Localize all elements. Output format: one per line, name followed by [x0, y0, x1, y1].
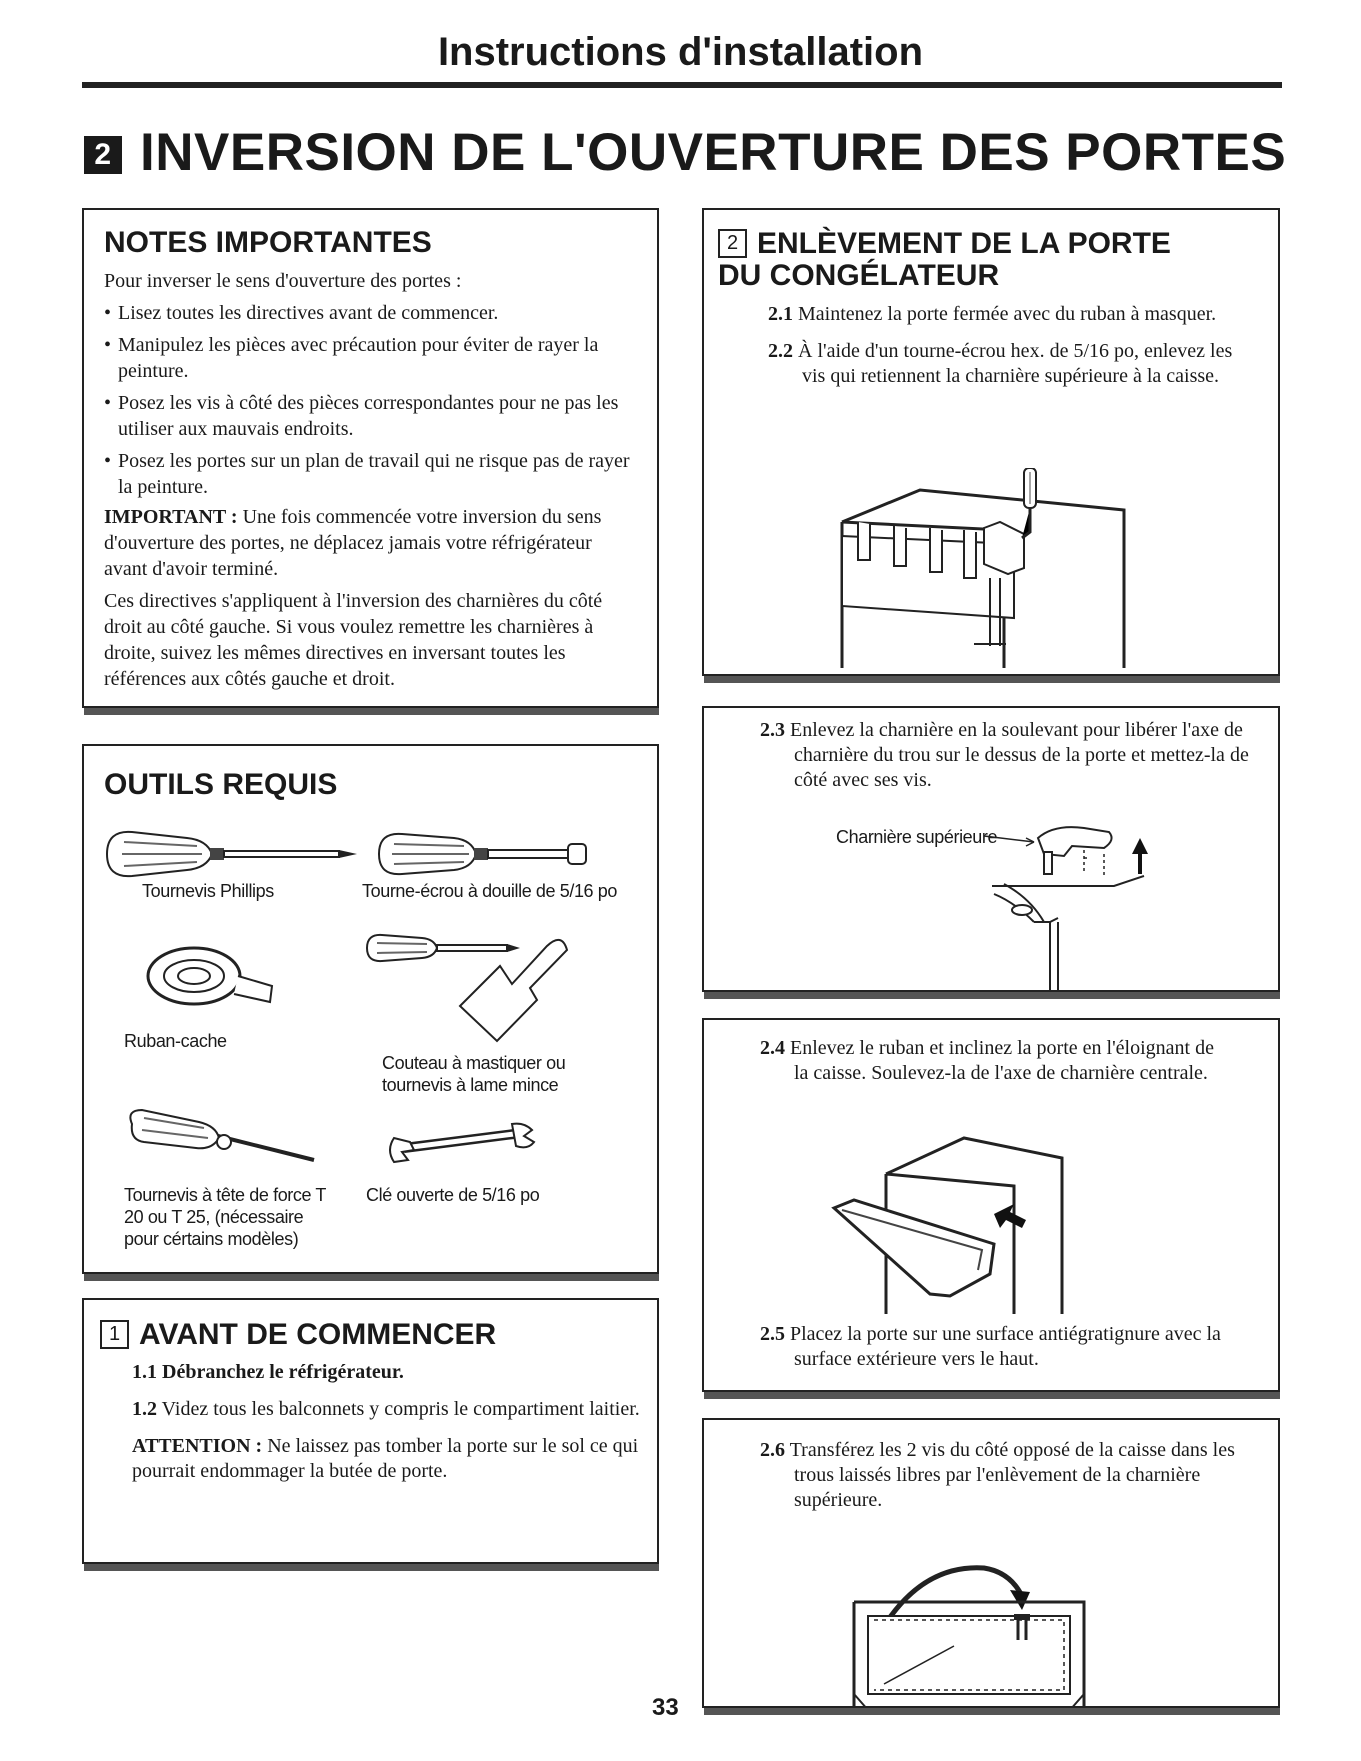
tool-label: Couteau à mastiquer ou tournevis à lame mince	[382, 1053, 566, 1095]
section-title	[84, 122, 1286, 183]
notes-box	[82, 208, 659, 708]
step-item	[132, 1397, 640, 1422]
door-removal-title-line1: ENLÈVEMENT DE LA PORTE	[757, 227, 1171, 260]
section-title-text: INVERSION DE L'OUVERTURE DES PORTES	[140, 123, 1287, 182]
step-badge: 1	[100, 1320, 129, 1349]
step-text: Transférez les 2 vis du côté opposé de la caisse dans les trous laissés libres par l'enlèvement de la charnière supérieure.	[789, 1439, 1235, 1511]
attention-label: ATTENTION :	[132, 1435, 263, 1457]
step-2-3-box	[702, 706, 1280, 992]
phillips-screwdriver-icon	[102, 824, 362, 884]
notes-bullet: • Manipulez les pièces avec précaution pour éviter de rayer la peinture.	[104, 332, 639, 384]
step-item	[132, 1360, 640, 1385]
header-rule	[82, 82, 1282, 88]
before-start-title	[100, 1318, 640, 1352]
door-removal-title-line2: DU CONGÉLATEUR	[718, 259, 1000, 292]
tilt-door-illustration	[814, 1124, 1134, 1314]
attention-note	[132, 1434, 640, 1484]
notes-bullet: • Posez les portes sur un plan de travail qui ne risque pas de rayer la peinture.	[104, 448, 639, 500]
step-text: À l'aide d'un tourne-écrou hex. de 5/16 po, enlevez les vis qui retiennent la charnière supérieure à la caisse.	[798, 340, 1233, 387]
tool-label: Tournevis à tête de force T 20 ou T 25, (nécessaire pour cértains modèles)	[124, 1185, 326, 1249]
step-number: 2.2	[768, 340, 793, 362]
step-item	[768, 302, 1238, 327]
notes-title: NOTES IMPORTANTES	[104, 226, 432, 259]
step-item	[768, 339, 1238, 389]
putty-knife-icon	[362, 926, 582, 1046]
step-number: 2.4	[760, 1037, 785, 1059]
section-number-badge: 2	[84, 136, 122, 174]
notes-bullet: • Posez les vis à côté des pièces correspondantes pour ne pas les utiliser aux mauvais endroits.	[104, 390, 639, 442]
nut-driver-icon	[374, 824, 594, 884]
step-number: 2.5	[760, 1323, 785, 1345]
step-item	[760, 1438, 1260, 1513]
step-text: Enlevez le ruban et inclinez la porte en l'éloignant de la caisse. Soulevez-la de l'axe de charnière centrale.	[790, 1037, 1214, 1084]
step-badge: 2	[718, 229, 747, 258]
fridge-top-tape-illustration	[824, 468, 1144, 668]
tool-label: Ruban-cache	[124, 1031, 227, 1051]
tool-label: Clé ouverte de 5/16 po	[366, 1185, 540, 1205]
tool-label: Tournevis Phillips	[142, 881, 274, 901]
step-text: Maintenez la porte fermée avec du ruban à masquer.	[798, 303, 1217, 325]
tool-label: Tourne-écrou à douille de 5/16 po	[362, 881, 617, 901]
before-start-box	[82, 1298, 659, 1564]
step-text: Placez la porte sur une surface antiégratignure avec la surface extérieure vers le haut.	[790, 1323, 1221, 1370]
page-number: 33	[652, 1694, 679, 1721]
step-number: 2.6	[760, 1439, 785, 1461]
important-text: Une fois commencée votre inversion du sens d'ouverture des portes, ne déplacez jamais votre réfrigérateur avant d'avoir terminé.	[104, 506, 602, 580]
page-header-title: Instructions d'installation	[437, 30, 924, 74]
before-start-title-text: AVANT DE COMMENCER	[139, 1318, 497, 1351]
step-number: 1.2	[132, 1398, 157, 1420]
masking-tape-icon	[142, 942, 282, 1012]
step-2-4-box	[702, 1018, 1280, 1392]
notes-important	[104, 504, 639, 582]
tools-box	[82, 744, 659, 1274]
top-hinge-illustration	[904, 794, 1204, 994]
step-text: Enlevez la charnière en la soulevant pour libérer l'axe de charnière du trou sur le dessus de la porte et mettez-la de côté avec ses vis.	[790, 719, 1249, 791]
step-number: 1.1	[132, 1361, 157, 1383]
door-removal-title	[718, 228, 1268, 292]
tools-title: OUTILS REQUIS	[104, 768, 338, 801]
notes-paragraph: Ces directives s'appliquent à l'inversion des charnières du côté droit au côté gauche. Si vous voulez remettre les charnières à droite, suivez les mêmes directives en inversant toutes les références aux côtés gauche et droit.	[104, 590, 603, 690]
screw-transfer-illustration	[844, 1544, 1144, 1710]
door-removal-box	[702, 208, 1280, 676]
step-item	[760, 718, 1260, 793]
notes-intro: Pour inverser le sens d'ouverture des portes :	[104, 270, 462, 292]
step-item	[760, 1036, 1230, 1086]
torx-screwdriver-icon	[124, 1104, 324, 1174]
open-end-wrench-icon	[384, 1120, 544, 1170]
hinge-callout-label: Charnière supérieure	[836, 827, 998, 847]
notes-bullet: • Lisez toutes les directives avant de commencer.	[104, 300, 639, 326]
step-number: 2.1	[768, 303, 793, 325]
step-item	[760, 1322, 1250, 1372]
important-label: IMPORTANT :	[104, 506, 238, 528]
step-text: Videz tous les balconnets y compris le compartiment laitier.	[161, 1398, 640, 1420]
step-2-6-box	[702, 1418, 1280, 1708]
attention-text: Ne laissez pas tomber la porte sur le sol ce qui pourrait endommager la butée de porte.	[132, 1435, 639, 1482]
step-text: Débranchez le réfrigérateur.	[162, 1361, 404, 1383]
step-number: 2.3	[760, 719, 785, 741]
